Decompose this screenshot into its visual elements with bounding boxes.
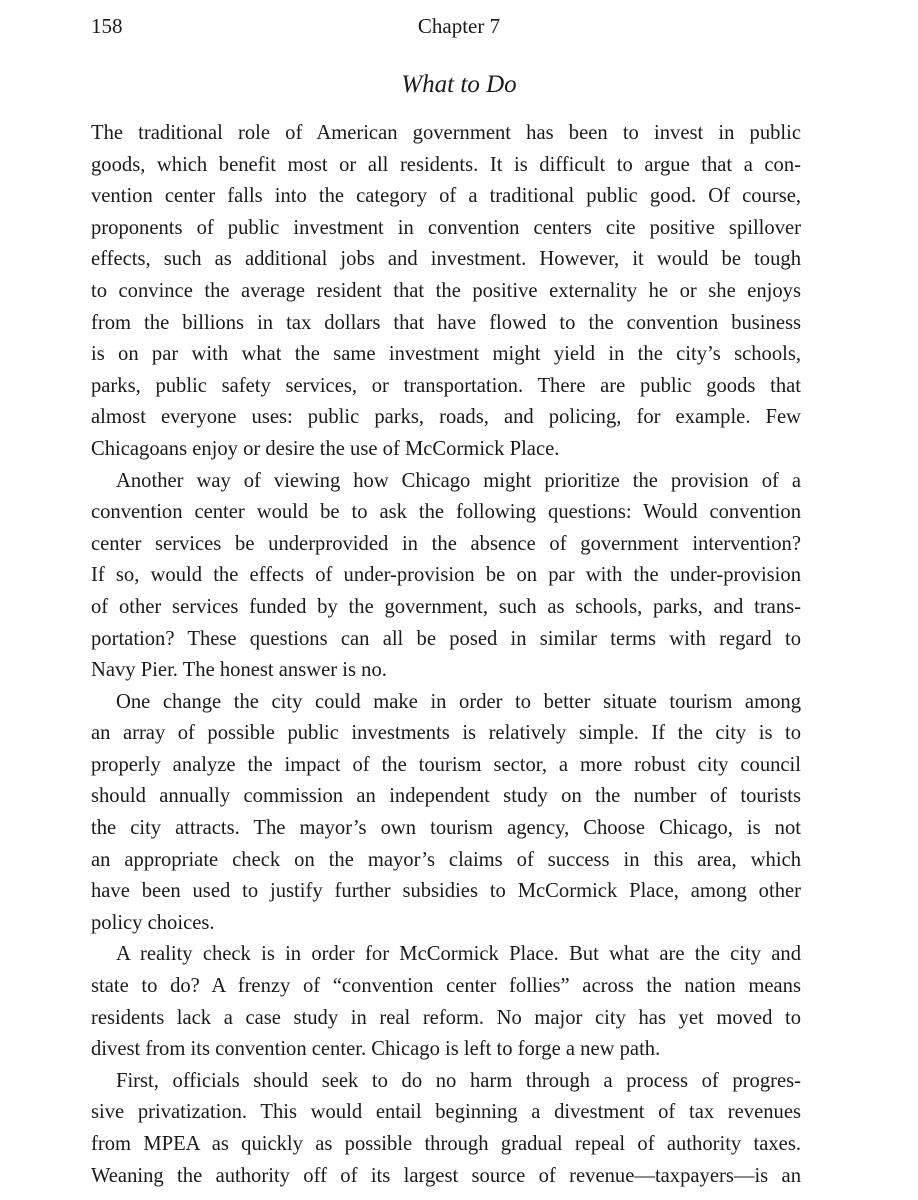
section-title: What to Do: [401, 71, 517, 98]
chapter-label: Chapter 7: [417, 14, 501, 38]
paragraph: [91, 1066, 801, 1192]
text-line: goods, which benefit most or all residents. It is difficult to argue that a con-: [91, 153, 801, 176]
text-line: effects, such as additional jobs and investment. However, it would be tough: [91, 248, 801, 271]
text-line: almost everyone uses: public parks, roads, and policing, for example. Few: [91, 406, 801, 429]
text-line: is on par with what the same investment might yield in the city’s schools,: [91, 343, 801, 366]
text-line: an array of possible public investments is relatively simple. If the city is to: [91, 722, 801, 745]
text-line: should annually commission an independent study on the number of tourists: [91, 785, 801, 808]
text-line: First, officials should seek to do no harm through a process of progres-: [116, 1069, 801, 1092]
text-line: from MPEA as quickly as possible through gradual repeal of authority taxes.: [91, 1133, 801, 1155]
text-line: A reality check is in order for McCormick Place. But what are the city and: [116, 943, 801, 966]
text-line: state to do? A frenzy of “convention center follies” across the nation means: [91, 975, 801, 998]
text-line: One change the city could make in order to better situate tourism among: [116, 690, 801, 713]
paragraph: [91, 687, 801, 940]
text-line: from the billions in tax dollars that have flowed to the convention business: [91, 311, 801, 334]
text-line: Another way of viewing how Chicago might prioritize the provision of a: [116, 469, 801, 492]
paragraph: [91, 939, 801, 1065]
text-line: divest from its convention center. Chicago is left to forge a new path.: [91, 1038, 661, 1061]
text-line: proponents of public investment in convention centers cite positive spillover: [91, 216, 801, 239]
text-line: an appropriate check on the mayor’s claims of success in this area, which: [91, 848, 801, 871]
body-text: [91, 118, 801, 1192]
text-line: Weaning the authority off of its largest source of revenue—taxpayers—is an: [91, 1164, 801, 1187]
text-line: The traditional role of American government has been to invest in public: [91, 122, 801, 144]
text-line: convention center would be to ask the following questions: Would convention: [91, 501, 801, 524]
text-line: have been used to justify further subsidies to McCormick Place, among other: [91, 880, 801, 903]
text-line: If so, would the effects of under-provision be on par with the under-provision: [91, 564, 801, 587]
text-line: vention center falls into the category of a traditional public good. Of course,: [91, 185, 801, 208]
text-line: parks, public safety services, or transportation. There are public goods that: [91, 374, 801, 397]
paragraph: [91, 466, 801, 687]
text-line: the city attracts. The mayor’s own tourism agency, Choose Chicago, is not: [91, 817, 801, 840]
paragraph: [91, 118, 801, 466]
text-line: Navy Pier. The honest answer is no.: [91, 659, 387, 682]
text-line: portation? These questions can all be posed in similar terms with regard to: [91, 627, 801, 650]
running-head: [0, 11, 918, 41]
text-line: Chicagoans enjoy or desire the use of McCormick Place.: [91, 437, 560, 460]
text-line: center services be underprovided in the absence of government intervention?: [91, 532, 801, 555]
text-line: of other services funded by the government, such as schools, parks, and trans-: [91, 595, 801, 618]
text-line: residents lack a case study in real reform. No major city has yet moved to: [91, 1006, 801, 1029]
text-line: properly analyze the impact of the tourism sector, a more robust city council: [91, 753, 801, 776]
text-line: to convince the average resident that the positive externality he or she enjoys: [91, 279, 801, 302]
page-number: 158: [91, 14, 123, 38]
text-line: sive privatization. This would entail beginning a divestment of tax revenues: [91, 1101, 801, 1124]
text-line: policy choices.: [91, 911, 215, 934]
